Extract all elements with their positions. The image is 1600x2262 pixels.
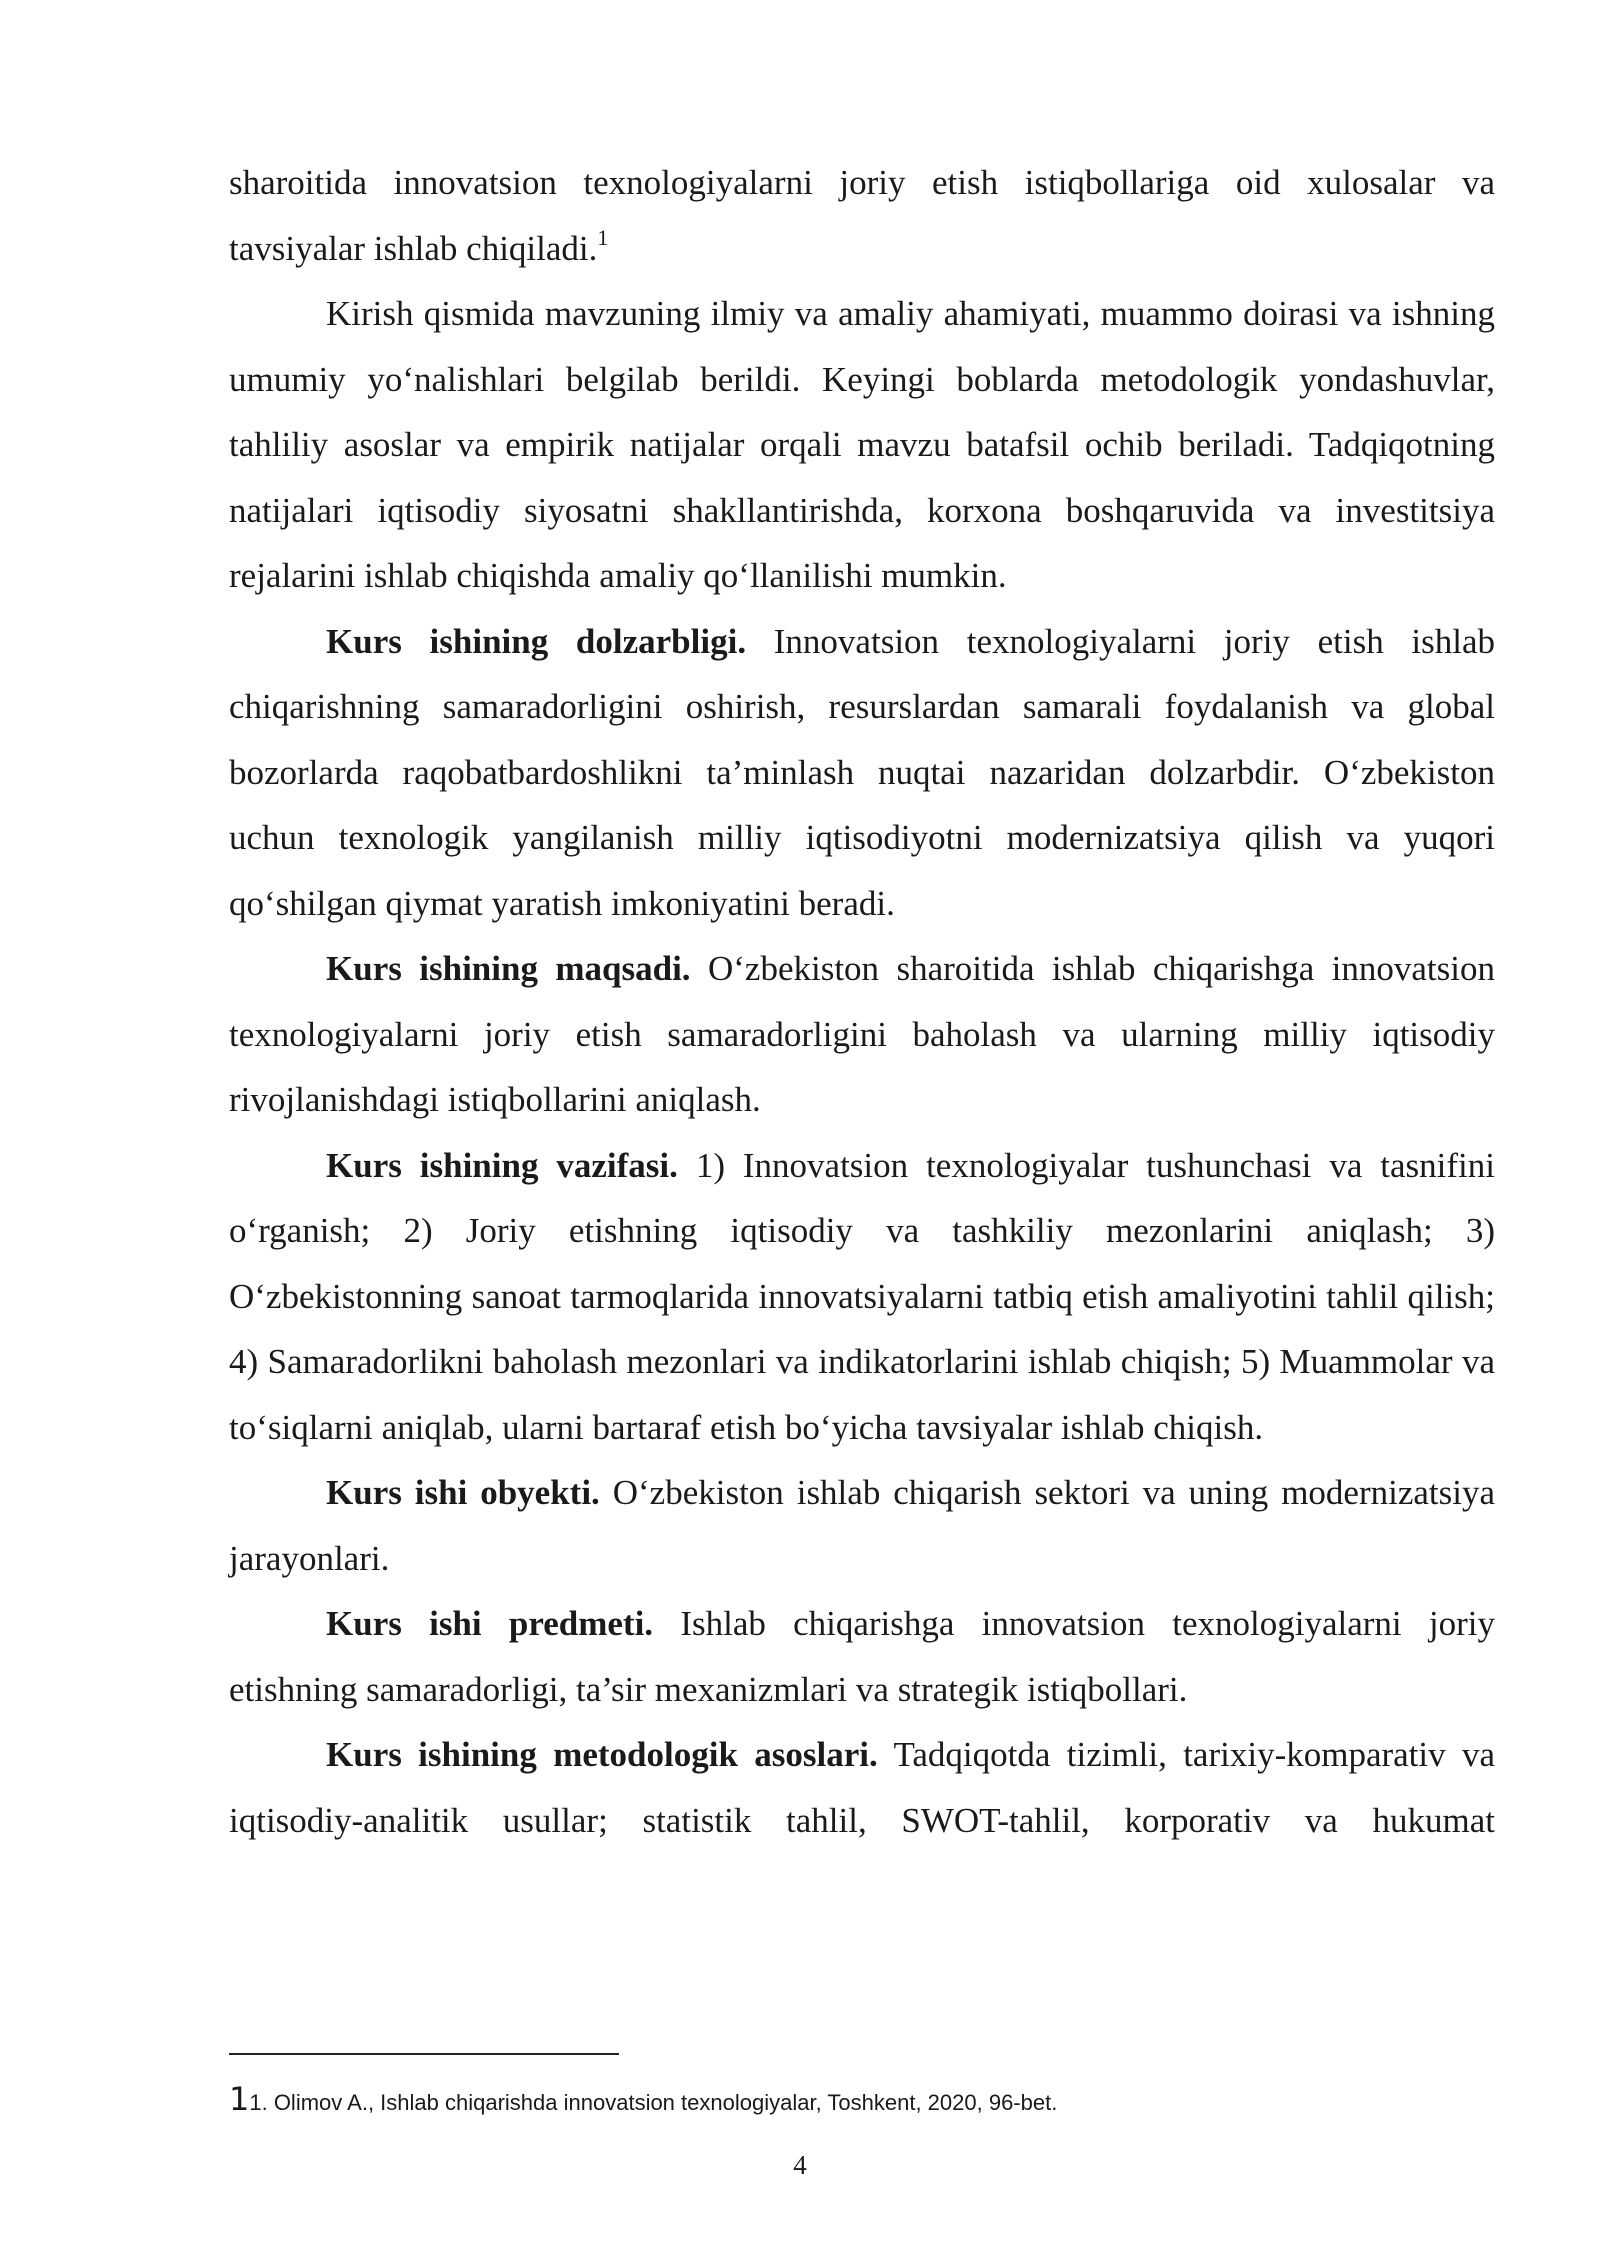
- paragraph-text: sharoitida innovatsion texnologiyalarni joriy etish istiqbollariga oid xulosalar va tavsiyalar ishlab chiqiladi.: [229, 163, 1495, 268]
- paragraph-text: Tadqiqotda tizimli, tarixiy-komparativ va iqtisodiy-analitik usullar; statistik tahlil, SWOT-tahlil, korporativ va hukumat: [229, 1735, 1495, 1840]
- footnote-mark: 1: [229, 2080, 250, 2118]
- footnote-reference[interactable]: 1: [597, 224, 609, 250]
- paragraph-text: O‘zbekiston sharoitida ishlab chiqarishga innovatsion texnologiyalarni joriy etish samaradorligini baholash va ularning milliy iqtisodiy rivojlanishdagi istiqbollarini aniqlash.: [229, 949, 1496, 1119]
- paragraph-continuation: [229, 150, 1495, 281]
- paragraph-heading: Kurs ishi predmeti.: [326, 1604, 654, 1643]
- paragraph-text: Ishlab chiqarishga innovatsion texnologiyalarni joriy etishning samaradorligi, ta’sir mexanizmlari va strategik istiqbollari.: [229, 1604, 1495, 1709]
- paragraph-goal: [229, 936, 1495, 1133]
- document-body: [229, 150, 1495, 1853]
- paragraph-object: [229, 1460, 1495, 1591]
- paragraph-heading: Kurs ishi obyekti.: [326, 1473, 600, 1512]
- paragraph-methodology: [229, 1722, 1495, 1853]
- paragraph-text: O‘zbekiston ishlab chiqarish sektori va uning modernizatsiya jarayonlari.: [229, 1473, 1496, 1578]
- paragraph-heading: Kurs ishining maqsadi.: [326, 949, 691, 988]
- footnote-separator: [229, 2053, 619, 2055]
- paragraph-tasks: [229, 1133, 1495, 1461]
- page-number: 4: [793, 2150, 807, 2180]
- paragraph-heading: Kurs ishining metodologik asoslari.: [326, 1735, 878, 1774]
- paragraph-relevance: [229, 609, 1495, 937]
- paragraph-text: 1) Innovatsion texnologiyalar tushunchasi va tasnifini o‘rganish; 2) Joriy etishning iqtisodiy va tashkiliy mezonlarini aniqlash; 3) O‘zbekistonning sanoat tarmoqlarida innovatsiyalarni tatbiq etish amaliyotini tahlil qilish; 4) Samaradorlikni baholash mezonlari va indikatorlarini ishlab chiqish; 5) Muammolar va to‘siqlarni aniqlab, ularni bartaraf etish bo‘yicha tavsiyalar ishlab chiqish.: [229, 1145, 1495, 1447]
- paragraph-subject: [229, 1591, 1495, 1722]
- paragraph-heading: Kurs ishining vazifasi.: [326, 1145, 678, 1185]
- footnote: [229, 2080, 1495, 2118]
- paragraph-heading: Kurs ishining dolzarbligi.: [326, 621, 747, 661]
- paragraph-text: Kirish qismida mavzuning ilmiy va amaliy ahamiyati, muammo doirasi va ishning umumiy yo‘nalishlari belgilab berildi. Keyingi boblarda metodologik yondashuvlar, tahliliy asoslar va empirik natijalar orqali mavzu batafsil ochib beriladi. Tadqiqotning natijalari iqtisodiy siyosatni shakllantirishda, korxona boshqaruvida va investitsiya rejalarini ishlab chiqishda amaliy qo‘llanilishi mumkin.: [229, 294, 1495, 595]
- paragraph-text: Innovatsion texnologiyalarni joriy etish ishlab chiqarishning samaradorligini oshirish, resurslardan samarali foydalanish va global bozorlarda raqobatbardoshlikni ta’minlash nuqtai nazaridan dolzarbdir. O‘zbekiston uchun texnologik yangilanish milliy iqtisodiyotni modernizatsiya qilish va yuqori qo‘shilgan qiymat yaratish imkoniyatini beradi.: [229, 621, 1496, 923]
- paragraph-introduction: [229, 281, 1495, 609]
- footnote-text: 1. Olimov A., Ishlab chiqarishda innovatsion texnologiyalar, Toshkent, 2020, 96-bet.: [249, 2090, 1058, 2115]
